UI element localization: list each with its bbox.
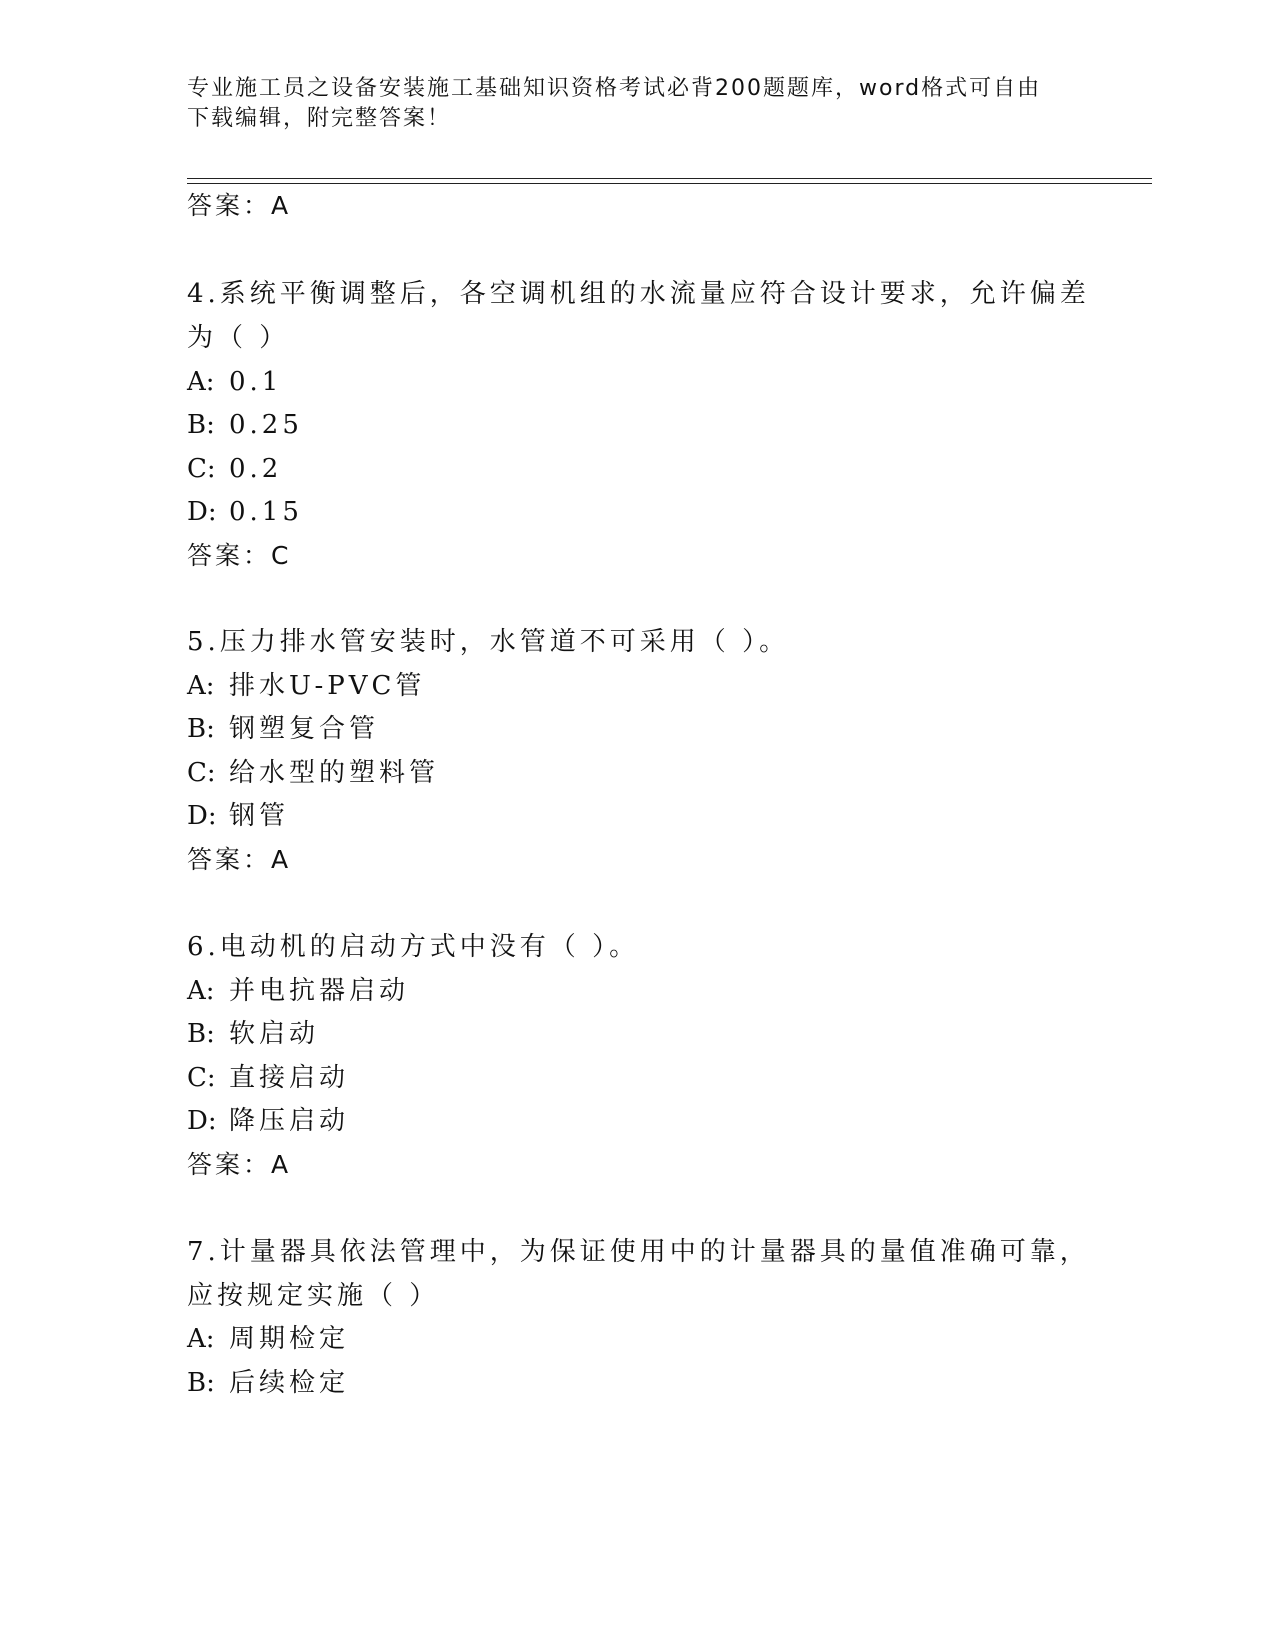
option-letter: B: [187, 410, 215, 440]
header-divider-bottom [187, 183, 1152, 184]
option-text: 0.1 [229, 367, 283, 397]
option-letter: A: [187, 976, 215, 1006]
option-letter: D: [187, 497, 217, 527]
option-text: 降压启动 [229, 1106, 350, 1136]
option-text: 0.2 [229, 454, 283, 484]
option-letter: B: [187, 1368, 215, 1398]
option-letter: B: [187, 1019, 215, 1049]
question-6-option-c [187, 1062, 349, 1094]
question-5-option-b [187, 713, 379, 745]
question-6-option-a [187, 975, 409, 1007]
question-4-option-d [187, 496, 303, 528]
option-letter: A: [187, 1324, 215, 1354]
question-4-stem-line-2: 为（ ） [187, 323, 290, 353]
option-letter: A: [187, 671, 215, 701]
answer-4: 答案：C [187, 541, 292, 570]
question-5-option-c [187, 757, 439, 789]
option-letter: D: [187, 801, 217, 831]
question-4-stem-line-1: 4.系统平衡调整后，各空调机组的水流量应符合设计要求，允许偏差 [187, 279, 1090, 309]
answer-5: 答案：A [187, 845, 292, 874]
option-text: 钢塑复合管 [229, 714, 380, 744]
option-letter: C: [187, 758, 216, 788]
option-text: 钢管 [229, 801, 290, 831]
document-header [187, 74, 1067, 134]
option-text: 周期检定 [229, 1324, 350, 1354]
option-text: 0.15 [229, 497, 303, 527]
option-text: 后续检定 [229, 1368, 350, 1398]
answer-3: 答案：A [187, 191, 292, 220]
header-line-1: 专业施工员之设备安装施工基础知识资格考试必背200题题库，word格式可自由 [187, 76, 1042, 101]
question-4-option-a [187, 366, 282, 398]
question-5-stem-line-1: 5.压力排水管安装时，水管道不可采用（ ）。 [187, 627, 790, 657]
option-text: 0.25 [229, 410, 303, 440]
question-7-option-b [187, 1367, 349, 1399]
header-divider-top [187, 178, 1152, 179]
option-text: 软启动 [229, 1019, 320, 1049]
option-letter: C: [187, 1063, 216, 1093]
option-text: 给水型的塑料管 [229, 758, 440, 788]
question-4-option-b [187, 409, 303, 441]
question-5-option-d [187, 800, 289, 832]
option-letter: B: [187, 714, 215, 744]
question-7-option-a [187, 1323, 349, 1355]
option-letter: A: [187, 367, 215, 397]
question-7-stem-line-2: 应按规定实施（ ） [187, 1281, 440, 1311]
question-7-stem-line-1: 7.计量器具依法管理中，为保证使用中的计量器具的量值准确可靠， [187, 1237, 1090, 1267]
option-text: 并电抗器启动 [229, 976, 410, 1006]
option-letter: D: [187, 1106, 217, 1136]
question-6-option-b [187, 1018, 319, 1050]
option-text: 排水U-PVC管 [229, 671, 426, 701]
header-line-2: 下载编辑，附完整答案！ [187, 106, 452, 131]
answer-6: 答案：A [187, 1150, 292, 1179]
question-6-stem-line-1: 6.电动机的启动方式中没有（ ）。 [187, 932, 640, 962]
option-letter: C: [187, 454, 216, 484]
question-6-option-d [187, 1105, 349, 1137]
option-text: 直接启动 [229, 1063, 350, 1093]
question-4-option-c [187, 453, 282, 485]
question-5-option-a [187, 670, 425, 702]
